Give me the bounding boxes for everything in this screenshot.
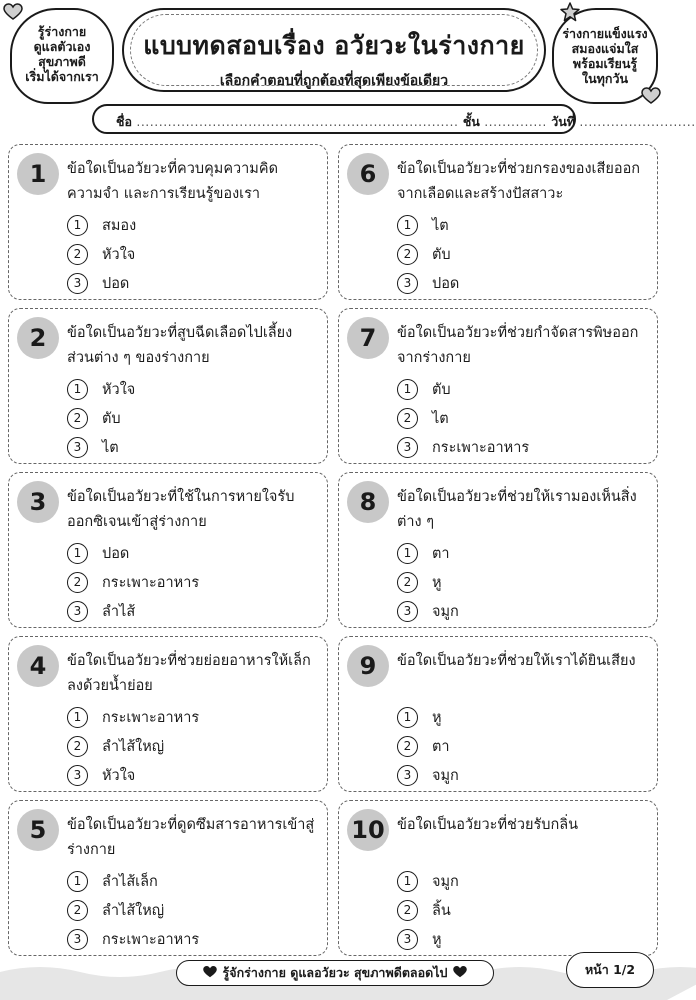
question-number-badge: 10: [347, 809, 389, 851]
answer-option[interactable]: [67, 867, 199, 896]
option-number-circle[interactable]: 2: [397, 408, 418, 429]
question-number-badge: 7: [347, 317, 389, 359]
option-label: ปอด: [102, 276, 130, 292]
answer-option[interactable]: [397, 925, 459, 954]
option-number-circle[interactable]: 2: [67, 572, 88, 593]
answer-option[interactable]: [397, 269, 459, 298]
answer-options: [67, 867, 199, 954]
option-number-circle[interactable]: 2: [397, 900, 418, 921]
answer-option[interactable]: [397, 597, 459, 626]
option-number-circle[interactable]: 3: [397, 765, 418, 786]
date-label: วันที่: [551, 114, 576, 129]
option-label: ตา: [432, 546, 450, 562]
option-label: จมูก: [432, 768, 459, 784]
left-note-line: รู้ร่างกาย: [37, 24, 87, 39]
grade-label: ชั้น: [462, 114, 480, 129]
option-label: ลำไส้ใหญ่: [102, 903, 165, 919]
option-label: หู: [432, 575, 442, 591]
answer-option[interactable]: [67, 404, 135, 433]
left-note-cloud: [10, 8, 114, 104]
question-number-badge: 9: [347, 645, 389, 687]
page-title: แบบทดสอบเรื่อง อวัยวะในร่างกาย: [143, 31, 525, 60]
answer-option[interactable]: [397, 896, 459, 925]
option-number-circle[interactable]: 3: [67, 437, 88, 458]
footer-slogan: รู้จักร่างกาย ดูแลอวัยวะ สุขภาพดีตลอดไป: [222, 965, 448, 980]
question-text: ข้อใดเป็นอวัยวะที่ช่วยให้เราได้ยินเสียง: [397, 653, 636, 669]
question-number-badge: 6: [347, 153, 389, 195]
answer-option[interactable]: [67, 597, 199, 626]
question-text: ข้อใดเป็นอวัยวะที่ควบคุมความคิด ความจำ และการเรียนรู้ของเรา: [67, 161, 278, 202]
right-note-line: สมองแจ่มใส: [571, 41, 639, 56]
option-number-circle[interactable]: 3: [397, 273, 418, 294]
question-card: [8, 144, 328, 300]
option-number-circle[interactable]: 1: [67, 215, 88, 236]
option-number-circle[interactable]: 3: [67, 765, 88, 786]
option-label: ลำไส้เล็ก: [102, 874, 158, 890]
question-card: [8, 472, 328, 628]
question-text: ข้อใดเป็นอวัยวะที่สูบฉีดเลือดไปเลี้ยงส่วนต่าง ๆ ของร่างกาย: [67, 325, 293, 366]
name-blank[interactable]: ........................................................................: [136, 114, 459, 129]
answer-options: [397, 703, 459, 790]
answer-option[interactable]: [67, 211, 136, 240]
answer-option[interactable]: [397, 568, 459, 597]
right-note-line: พร้อมเรียนรู้: [572, 56, 638, 71]
answer-option[interactable]: [397, 761, 459, 790]
question-text: ข้อใดเป็นอวัยวะที่ใช้ในการหายใจรับออกซิเจนเข้าสู่ร่างกาย: [67, 489, 295, 530]
name-label: ชื่อ: [116, 114, 132, 129]
option-label: กระเพาะอาหาร: [102, 932, 200, 948]
answer-option[interactable]: [67, 539, 199, 568]
option-number-circle[interactable]: 1: [397, 215, 418, 236]
answer-option[interactable]: [67, 761, 199, 790]
answer-option[interactable]: [67, 925, 199, 954]
option-number-circle[interactable]: 1: [67, 871, 88, 892]
left-note-line: สุขภาพดี: [38, 54, 86, 69]
question-card: [338, 144, 658, 300]
answer-option[interactable]: [67, 703, 199, 732]
answer-options: [67, 211, 136, 298]
option-label: หัวใจ: [102, 247, 136, 263]
option-label: ไต: [432, 218, 449, 234]
answer-option[interactable]: [397, 539, 459, 568]
question-number-badge: 8: [347, 481, 389, 523]
question-card: [8, 308, 328, 464]
option-number-circle[interactable]: 2: [67, 408, 88, 429]
answer-options: [397, 867, 459, 954]
right-note-line: ร่างกายแข็งแรง: [562, 26, 648, 41]
question-card: [338, 472, 658, 628]
title-banner-border: [130, 14, 538, 86]
option-label: สมอง: [102, 218, 137, 234]
option-label: ไต: [102, 440, 119, 456]
option-label: ลำไส้ใหญ่: [102, 739, 165, 755]
question-number-badge: 2: [17, 317, 59, 359]
answer-option[interactable]: [67, 375, 135, 404]
option-label: หัวใจ: [102, 768, 136, 784]
left-note-line: ดูแลตัวเอง: [33, 39, 91, 54]
option-number-circle[interactable]: 2: [397, 244, 418, 265]
option-number-circle[interactable]: 1: [397, 871, 418, 892]
option-label: จมูก: [432, 874, 459, 890]
option-number-circle[interactable]: 3: [67, 929, 88, 950]
option-label: กระเพาะอาหาร: [102, 575, 200, 591]
option-label: ไต: [432, 411, 449, 427]
question-card: [338, 636, 658, 792]
question-text: ข้อใดเป็นอวัยวะที่ช่วยให้เรามองเห็นสิ่งต่าง ๆ: [397, 489, 637, 530]
answer-option[interactable]: [67, 240, 136, 269]
option-label: หู: [432, 932, 442, 948]
option-label: ตับ: [432, 382, 451, 398]
question-card: [338, 308, 658, 464]
answer-option[interactable]: [397, 703, 459, 732]
option-label: กระเพาะอาหาร: [102, 710, 200, 726]
answer-option[interactable]: [397, 732, 459, 761]
answer-option[interactable]: [397, 375, 529, 404]
question-number-badge: 3: [17, 481, 59, 523]
heart-icon: [642, 88, 660, 104]
footer-slogan-bar: [176, 960, 494, 986]
star-icon: [560, 2, 580, 22]
question-number-badge: 1: [17, 153, 59, 195]
option-number-circle[interactable]: 1: [67, 543, 88, 564]
option-label: ตับ: [102, 411, 121, 427]
question-number-badge: 4: [17, 645, 59, 687]
left-note-line: เริ่มได้จากเรา: [25, 69, 99, 84]
date-blank[interactable]: ..........................: [579, 114, 696, 129]
answer-options: [67, 703, 199, 790]
option-number-circle[interactable]: 1: [67, 379, 88, 400]
answer-options: [397, 539, 459, 626]
question-text: ข้อใดเป็นอวัยวะที่ช่วยรับกลิ่น: [397, 817, 579, 833]
title-banner: [122, 8, 546, 92]
answer-option[interactable]: [67, 568, 199, 597]
question-text: ข้อใดเป็นอวัยวะที่ช่วยย่อยอาหารให้เล็กลงด้วยน้ำย่อย: [67, 653, 311, 694]
right-note-line: ในทุกวัน: [581, 71, 629, 86]
page-number-badge: หน้า 1/2: [566, 952, 654, 988]
question-number-badge: 5: [17, 809, 59, 851]
option-number-circle[interactable]: 3: [397, 437, 418, 458]
answer-option[interactable]: [397, 211, 459, 240]
option-number-circle[interactable]: 2: [397, 736, 418, 757]
question-text: ข้อใดเป็นอวัยวะที่ดูดซึมสารอาหารเข้าสู่ร่างกาย: [67, 817, 315, 858]
option-label: หัวใจ: [102, 382, 136, 398]
heart-icon: [4, 4, 22, 20]
answer-option[interactable]: [397, 240, 459, 269]
option-number-circle[interactable]: 3: [397, 601, 418, 622]
question-card: [8, 636, 328, 792]
option-number-circle[interactable]: 1: [397, 707, 418, 728]
option-label: จมูก: [432, 604, 459, 620]
option-number-circle[interactable]: 2: [397, 572, 418, 593]
question-text: ข้อใดเป็นอวัยวะที่ช่วยกรองของเสียออกจากเลือดและสร้างปัสสาวะ: [397, 161, 641, 202]
heart-icon: [203, 966, 217, 978]
option-number-circle[interactable]: 1: [397, 543, 418, 564]
option-number-circle[interactable]: 1: [67, 707, 88, 728]
option-label: ลำไส้: [102, 604, 136, 620]
answer-option[interactable]: [397, 433, 529, 462]
answer-options: [397, 375, 529, 462]
question-card: [8, 800, 328, 956]
question-card: [338, 800, 658, 956]
option-number-circle[interactable]: 2: [67, 736, 88, 757]
answer-options: [397, 211, 459, 298]
option-number-circle[interactable]: 3: [67, 601, 88, 622]
option-label: ตับ: [432, 247, 451, 263]
option-label: ปอด: [102, 546, 130, 562]
student-info-bar: [92, 104, 696, 134]
answer-option[interactable]: [397, 867, 459, 896]
answer-options: [67, 539, 199, 626]
option-number-circle[interactable]: 2: [67, 900, 88, 921]
page-subtitle: เลือกคำตอบที่ถูกต้องที่สุดเพียงข้อเดียว: [219, 73, 449, 89]
option-label: หู: [432, 710, 442, 726]
option-number-circle[interactable]: 3: [397, 929, 418, 950]
option-number-circle[interactable]: 3: [67, 273, 88, 294]
option-label: ปอด: [432, 276, 460, 292]
grade-blank[interactable]: ..............: [484, 114, 547, 129]
answer-option[interactable]: [67, 732, 199, 761]
option-label: ลิ้น: [432, 903, 451, 919]
heart-icon: [453, 966, 467, 978]
answer-option[interactable]: [67, 269, 136, 298]
option-label: ตา: [432, 739, 450, 755]
answer-options: [67, 375, 135, 462]
option-number-circle[interactable]: 1: [397, 379, 418, 400]
option-number-circle[interactable]: 2: [67, 244, 88, 265]
question-text: ข้อใดเป็นอวัยวะที่ช่วยกำจัดสารพิษออกจากร่างกาย: [397, 325, 639, 366]
answer-option[interactable]: [67, 896, 199, 925]
option-label: กระเพาะอาหาร: [432, 440, 530, 456]
answer-option[interactable]: [397, 404, 529, 433]
answer-option[interactable]: [67, 433, 135, 462]
